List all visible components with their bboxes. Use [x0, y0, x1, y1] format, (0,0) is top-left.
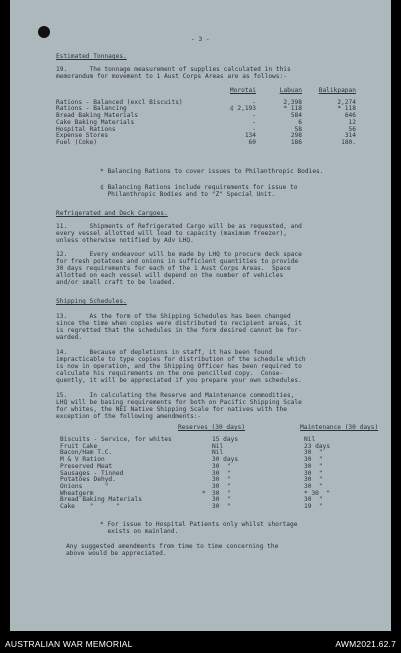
item-name: Wheatgerm	[60, 489, 94, 497]
note-cent: ¢ Balancing Rations include requirements for issue to Philanthropic Bodies and to "Z" Special Unit.	[100, 184, 298, 199]
item-mark: *	[202, 489, 206, 497]
maintenance-heading: Maintenance (30 days)	[300, 424, 379, 431]
item-mark	[202, 457, 212, 464]
row-balikpapan: * 118	[337, 105, 356, 113]
note-star: * Balancing Rations to cover issues to Philanthropic Bodies.	[100, 168, 324, 175]
item-mark	[202, 444, 212, 451]
maintenance-value: 30 "	[304, 462, 323, 470]
row-morotai: -	[252, 118, 256, 126]
reserve-value: 30 "	[212, 503, 231, 511]
maintenance-value: 19 "	[304, 503, 323, 511]
row-labuan: * 118	[283, 105, 302, 113]
item-mark	[202, 450, 212, 457]
tonnage-header-row	[56, 88, 356, 95]
reserve-value: 30 days	[212, 456, 239, 464]
item-name: Sausages - Tinned	[60, 469, 124, 477]
item-mark	[202, 464, 212, 471]
row-balikpapan: 12	[348, 118, 356, 126]
footer-accession-number: AWM2021.62.7	[335, 639, 396, 649]
maintenance-value: * 30 "	[304, 489, 331, 497]
row-morotai: -	[252, 98, 256, 106]
punch-hole	[38, 26, 50, 38]
item-name: M & V Ration	[60, 456, 105, 464]
maintenance-value: 30 "	[304, 449, 323, 457]
row-labuan: 6	[298, 118, 302, 126]
row-balikpapan: 180.	[341, 138, 356, 146]
row-morotai: ¢ 2,193	[229, 105, 256, 113]
row-item: Expense Stores	[56, 132, 109, 140]
reserve-value: 30 "	[212, 462, 231, 470]
reserve-value: 15 days	[212, 436, 239, 443]
closing-note: Any suggested amendments from time to time concerning the above would be appreciated.	[66, 543, 279, 558]
maintenance-value: 30 "	[304, 496, 323, 504]
row-item: Rations - Balanced (excl Biscuits)	[56, 98, 183, 106]
row-labuan: 58	[294, 125, 302, 133]
reserves-heading: Reserves (30 days)	[178, 424, 246, 431]
row-balikpapan: 2,274	[337, 98, 356, 106]
item-mark	[202, 471, 212, 478]
item-mark	[202, 477, 212, 484]
row-labuan: 584	[290, 112, 302, 120]
item-mark	[202, 437, 212, 444]
row-morotai: -	[252, 125, 256, 133]
paragraph-15: 15. In calculating the Reserve and Maintenance commodities, LHQ will be basing requirements for both on Pacific Shipping Scale for whites, the NEI Native Shipping Scale for natives with the exception of the following amendments:-	[56, 392, 302, 421]
heading-estimated-tonnages: Estimated Tonnages.	[56, 53, 127, 60]
row-item: Rations - Balancing	[56, 105, 127, 113]
reserve-value: 30 "	[212, 476, 231, 484]
document-page	[10, 0, 391, 631]
paragraph-12: 12. Every endeavour will be made by LHQ to procure deck space for fresh potatoes and onions in sufficient quantities to provide 30 days requirements for each of the 1 Aust Corps Areas. Space allotted on each vessel will depend on the number of vehicles and/or small craft to be loaded.	[56, 251, 302, 287]
maintenance-value: Nil	[304, 436, 316, 443]
item-name: Onions "	[60, 482, 109, 490]
reserve-value: 30 "	[212, 489, 231, 497]
reserves-table	[60, 437, 360, 511]
maintenance-value: 30 "	[304, 456, 323, 464]
maintenance-value: 30 "	[304, 476, 323, 484]
maintenance-value: 30 "	[304, 482, 323, 490]
item-name: Cake " "	[60, 503, 120, 511]
item-name: Bread Baking Materials	[60, 496, 142, 504]
reserve-value: Nil	[212, 449, 224, 457]
item-name: Bacon/Ham T.C.	[60, 449, 113, 457]
table-row	[60, 504, 360, 511]
maintenance-value: 30 "	[304, 469, 323, 477]
reserve-value: Nil	[212, 442, 224, 450]
item-mark	[202, 504, 212, 511]
maintenance-value: 23 days	[304, 442, 331, 450]
row-labuan: 298	[290, 132, 302, 140]
col-labuan: Labuan	[279, 87, 302, 94]
item-mark	[202, 497, 212, 504]
reserves-footnote: * For issue to Hospital Patients only whilst shortage exists on mainland.	[100, 521, 298, 536]
footer-institution: AUSTRALIAN WAR MEMORIAL	[5, 639, 133, 649]
col-morotai: Morotai	[229, 87, 256, 94]
row-morotai: -	[252, 112, 256, 120]
reserve-value: 30 "	[212, 482, 231, 490]
row-labuan: 2,398	[283, 98, 302, 106]
heading-shipping: Shipping Schedules.	[56, 298, 127, 305]
row-balikpapan: 56	[348, 125, 356, 133]
paragraph-11: 11. Shipments of Refrigerated Cargo will be as requested, and every vessel allotted will load to capacity (maximum freezer), unless otherwise notified by Adv LHQ.	[56, 223, 302, 245]
table-row	[56, 140, 356, 147]
row-morotai: 60	[248, 138, 256, 146]
row-item: Hospital Rations	[56, 125, 116, 133]
paragraph-14: 14. Because of depletions in staff, it has been found impracticable to type copies for distribution of the schedule which is now in operation, and the Shipping Officer has been required to calculate his requirements on the one pencilled copy. Conse- quently, it will be appreciated if you prepare your own schedules.	[56, 349, 306, 385]
col-balikpapan: Balikpapan	[318, 87, 356, 94]
reserve-value: 30 "	[212, 496, 231, 504]
page-number: - 3 -	[191, 36, 210, 43]
paragraph-19: 19. The tonnage measurement of supplies calculated in this memorandum for movement to 1 Aust Corps Areas are as follows:-	[56, 66, 291, 81]
item-name: Fruit Cake	[60, 442, 98, 450]
row-labuan: 186	[290, 138, 302, 146]
item-name: Biscuits - Service, for whites	[60, 436, 172, 443]
row-item: Cake Baking Materials	[56, 118, 135, 126]
table-row	[56, 133, 356, 140]
row-morotai: 134	[244, 132, 256, 140]
heading-refrigerated: Refrigerated and Deck Cargoes.	[56, 210, 168, 217]
item-name: Preserved Meat	[60, 462, 113, 470]
item-name: Potatoes Dehyd.	[60, 476, 116, 484]
row-balikpapan: 314	[344, 132, 356, 140]
row-balikpapan: 646	[344, 112, 356, 120]
row-item: Fuel (Coke)	[56, 138, 97, 146]
paragraph-13: 13. As the form of the Shipping Schedules has been changed since the time when copies were distributed to recipient areas, it is regretted that the schedules in the form desired cannot be for- warded.	[56, 313, 302, 342]
reserve-value: 30 "	[212, 469, 231, 477]
row-item: Bread Baking Materials	[56, 112, 138, 120]
tonnage-table	[56, 88, 356, 147]
